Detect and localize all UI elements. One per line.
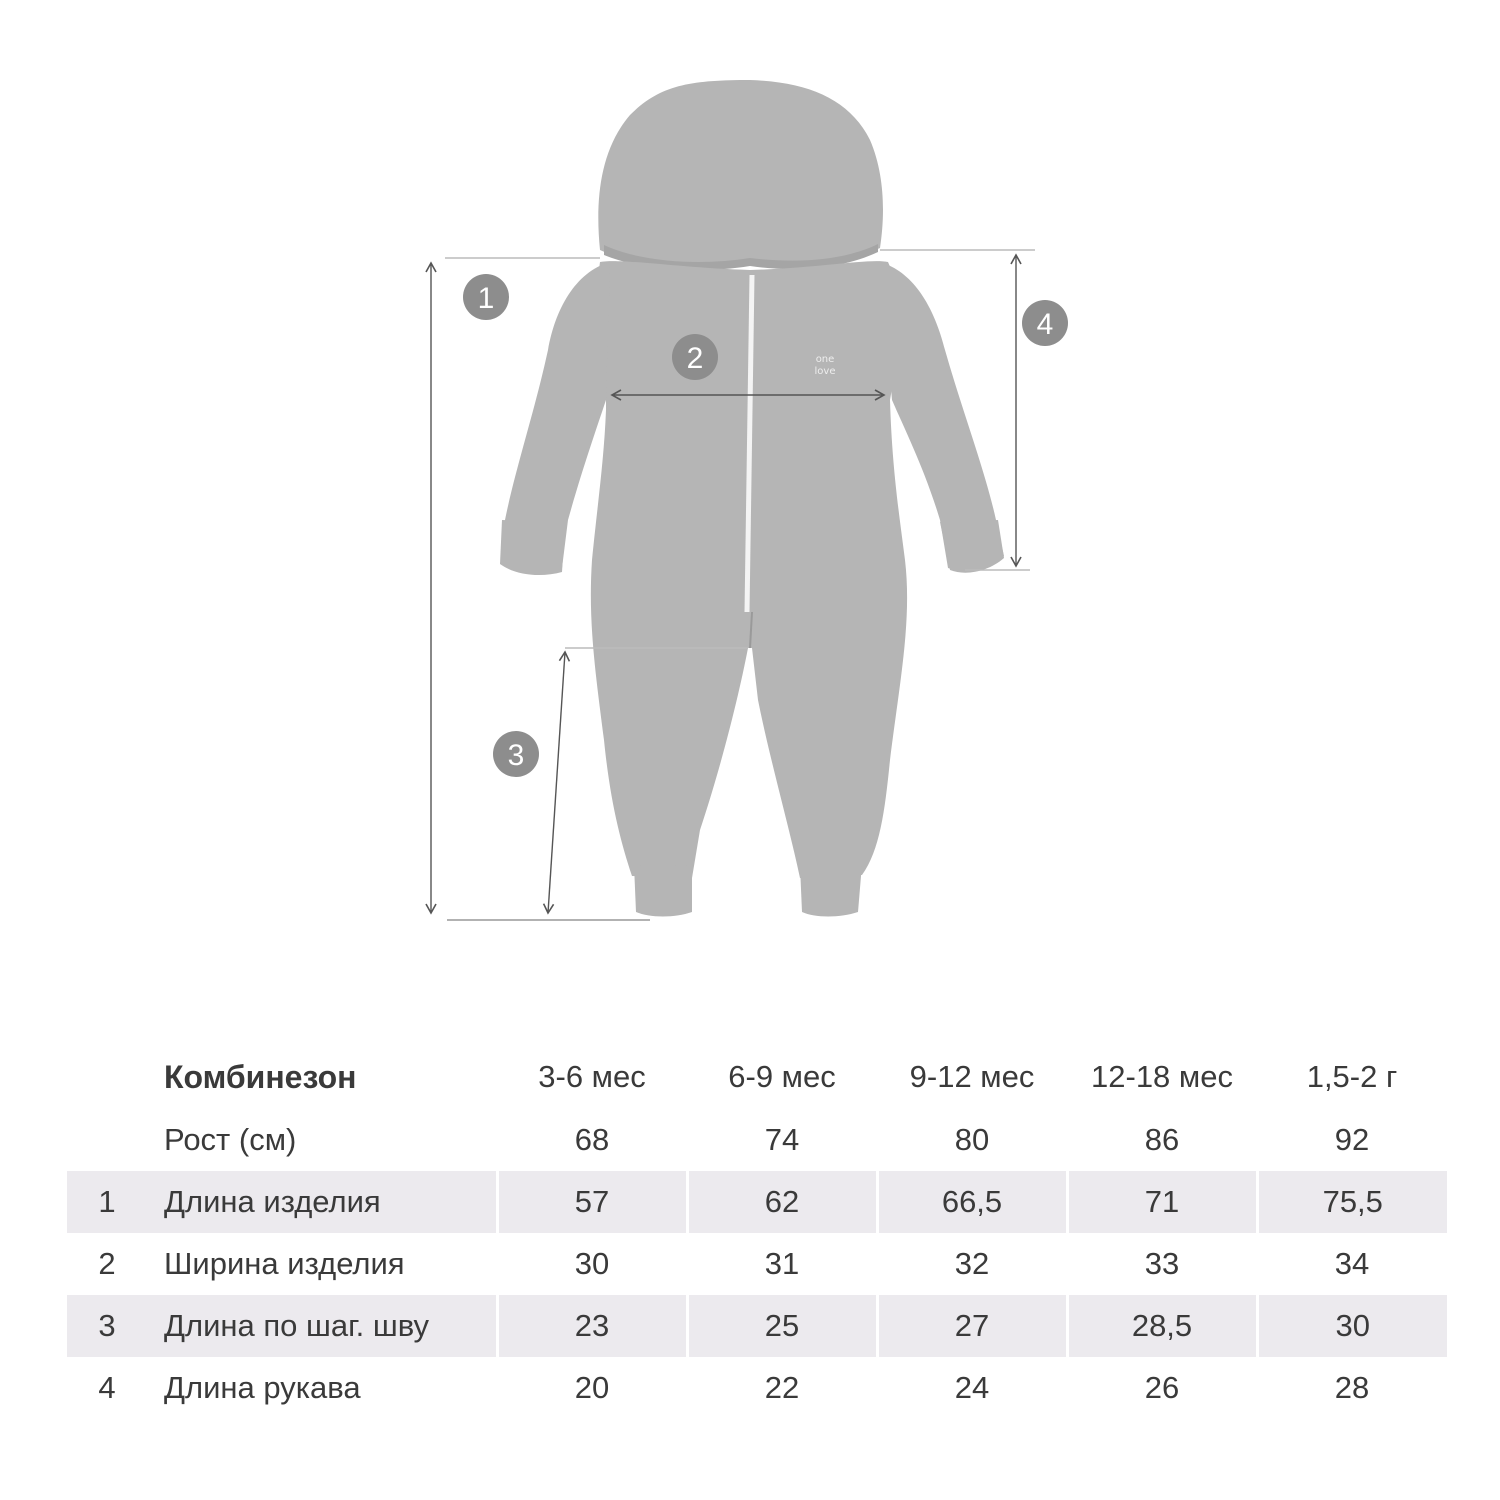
table-cell: 30 <box>1257 1295 1447 1357</box>
row-label: Длина по шаг. шву <box>147 1295 497 1357</box>
table-cell: 92 <box>1334 1122 1370 1157</box>
size-header: 6-9 мес <box>728 1059 836 1094</box>
svg-text:3: 3 <box>507 739 525 772</box>
table-cell: 30 <box>574 1246 610 1281</box>
table-header-row <box>67 1045 1447 1109</box>
table-title: Комбинезон <box>164 1058 357 1095</box>
table-cell: 74 <box>764 1122 800 1157</box>
table-cell: 68 <box>574 1122 610 1157</box>
table-row <box>67 1109 1447 1171</box>
size-header: 1,5-2 г <box>1306 1059 1398 1094</box>
table-row <box>67 1295 1447 1357</box>
table-cell: 62 <box>687 1171 877 1233</box>
table-cell: 31 <box>764 1246 800 1281</box>
size-header: 3-6 мес <box>538 1059 646 1094</box>
svg-text:4: 4 <box>1036 308 1054 341</box>
size-header: 12-18 мес <box>1091 1059 1233 1094</box>
table-cell: 71 <box>1067 1171 1257 1233</box>
header-num-cell <box>67 1045 147 1109</box>
row-label: Рост (см) <box>164 1122 297 1157</box>
table-cell: 25 <box>687 1295 877 1357</box>
table-cell: 75,5 <box>1257 1171 1447 1233</box>
size-header: 9-12 мес <box>909 1059 1035 1094</box>
size-chart-table <box>67 1045 1447 1419</box>
table-row <box>67 1233 1447 1295</box>
marker-3 <box>493 731 539 777</box>
svg-text:2: 2 <box>686 342 704 375</box>
table-cell: 66,5 <box>877 1171 1067 1233</box>
arrow-inseam <box>548 652 565 913</box>
table-cell: 32 <box>954 1246 990 1281</box>
row-number: 2 <box>98 1246 116 1281</box>
table-cell: 22 <box>764 1370 800 1405</box>
row-number <box>67 1109 147 1171</box>
table-row <box>67 1357 1447 1419</box>
row-number: 1 <box>67 1171 147 1233</box>
table-row <box>67 1171 1447 1233</box>
table-cell: 57 <box>497 1171 687 1233</box>
table-cell: 24 <box>954 1370 990 1405</box>
marker-1 <box>463 274 509 320</box>
table-cell: 28 <box>1334 1370 1370 1405</box>
marker-4 <box>1022 300 1068 346</box>
table-cell: 80 <box>954 1122 990 1157</box>
row-label: Ширина изделия <box>164 1246 405 1281</box>
table-cell: 23 <box>497 1295 687 1357</box>
marker-2 <box>672 334 718 380</box>
table-cell: 26 <box>1144 1370 1180 1405</box>
row-label: Длина изделия <box>147 1171 497 1233</box>
jumpsuit-silhouette <box>500 80 1004 917</box>
table-cell: 27 <box>877 1295 1067 1357</box>
row-label: Длина рукава <box>164 1370 361 1405</box>
table-cell: 86 <box>1144 1122 1180 1157</box>
table-cell: 33 <box>1144 1246 1180 1281</box>
table-cell: 28,5 <box>1067 1295 1257 1357</box>
row-number: 3 <box>67 1295 147 1357</box>
logo-mark: one love <box>814 354 836 377</box>
table-cell: 20 <box>574 1370 610 1405</box>
table-cell: 34 <box>1334 1246 1370 1281</box>
row-number: 4 <box>98 1370 116 1405</box>
svg-text:1: 1 <box>477 282 495 315</box>
